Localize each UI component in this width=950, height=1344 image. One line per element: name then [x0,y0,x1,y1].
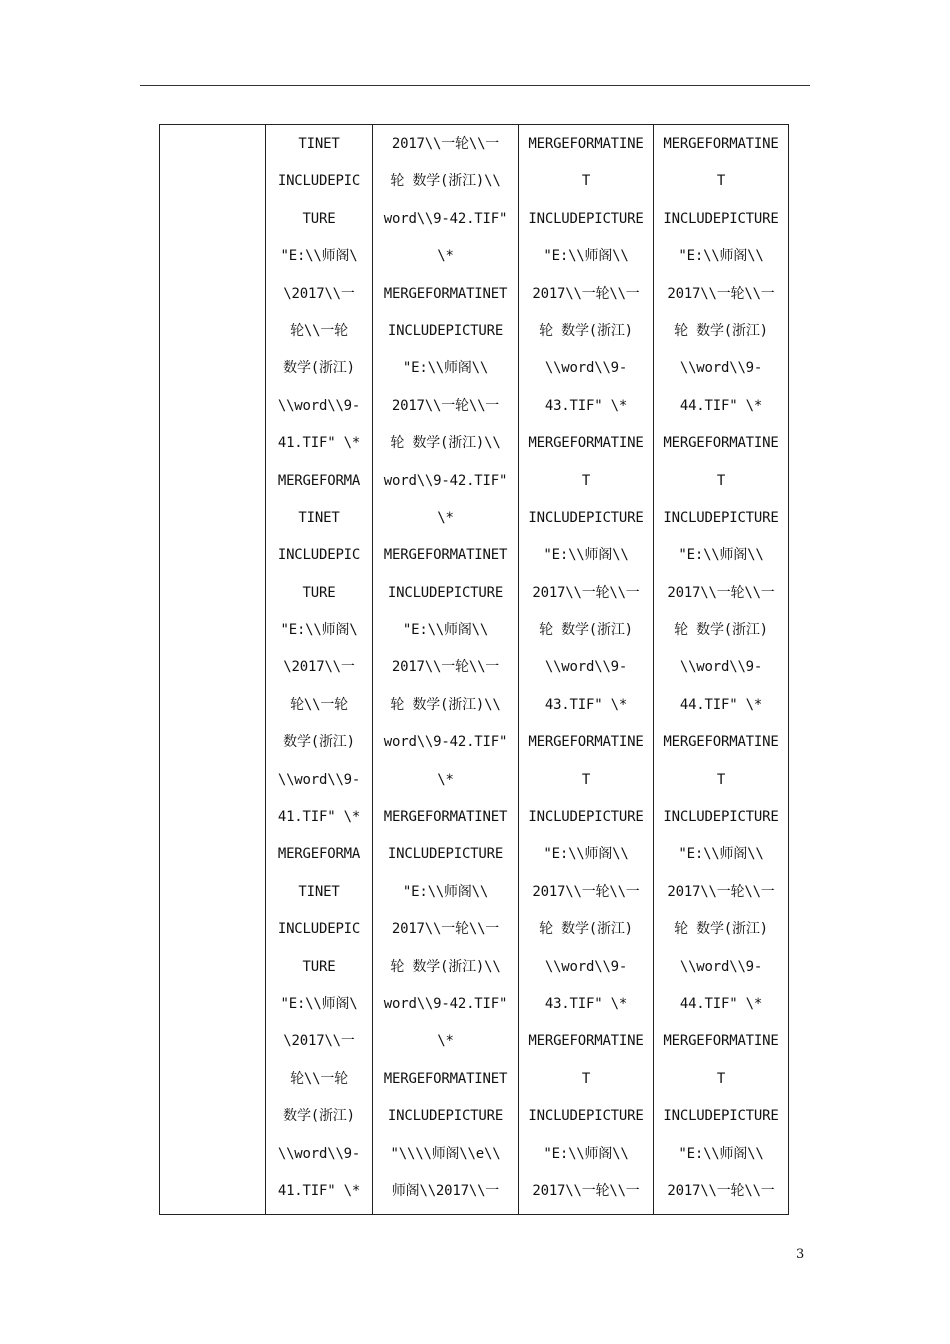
cell-text-line: INCLUDEPICTURE [663,210,779,227]
cell-text-line: MERGEFORMA [277,846,361,863]
cell-text-line: INCLUDEPICTURE [387,1108,504,1125]
cell-text-line: 数学(浙江) [283,360,355,377]
cell-text-line: T [716,1070,726,1087]
cell-text-line: MERGEFORMA [277,472,361,489]
cell-text-line: INCLUDEPICTURE [387,584,504,601]
cell-text-line: 44.TIF" \* [679,397,763,414]
cell-text-line: MERGEFORMATINET [383,1070,508,1087]
cell-text-line: "\\\\师阁\\e\\ [390,1145,501,1162]
cell-text-line: TURE [302,210,336,227]
cell-text-line: "E:\\师阁\\ [543,846,629,863]
cell-text-line: \\word\\9- [679,958,763,975]
cell-text-line: "E:\\师阁\\ [678,547,764,564]
cell-text-line: INCLUDEPICTURE [663,509,779,526]
cell-text-line: 44.TIF" \* [679,995,763,1012]
cell-text-line: 2017\\一轮\\一 [532,285,640,302]
cell-text-line: 2017\\一轮\\一 [391,397,500,414]
cell-lines-col-2 [266,125,372,1214]
cell-text-line: "E:\\师阁\\ [678,1145,764,1162]
cell-text-line: T [581,472,591,489]
cell-text-line: \\word\\9- [544,958,628,975]
cell-text-line: "E:\\师阁\ [280,995,358,1012]
cell-text-line: 2017\\一轮\\一 [667,883,775,900]
cell-text-line: word\\9-42.TIF" [383,472,508,489]
cell-text-line: word\\9-42.TIF" [383,734,508,751]
cell-text-line: MERGEFORMATINE [528,734,644,751]
cell-text-line: T [716,771,726,788]
cell-text-line: 2017\\一轮\\一 [532,584,640,601]
cell-text-line: 2017\\一轮\\一 [391,921,500,938]
cell-text-line: 轮 数学(浙江) [539,322,633,339]
table-cell-col-4 [519,125,654,1215]
cell-text-line: \\word\\9- [544,659,628,676]
cell-text-line: T [581,771,591,788]
cell-text-line: 轮\\一轮 [290,1070,348,1087]
cell-text-line: 轮 数学(浙江)\\ [390,696,501,713]
cell-text-line: "E:\\师阁\ [280,622,358,639]
cell-text-line: MERGEFORMATINE [663,734,779,751]
cell-text-line: "E:\\师阁\\ [543,1145,629,1162]
cell-text-line: INCLUDEPICTURE [663,1108,779,1125]
cell-text-line: 44.TIF" \* [679,696,763,713]
cell-text-line: TURE [302,584,336,601]
cell-text-line: "E:\\师阁\\ [543,547,629,564]
cell-lines-col-5 [654,125,788,1214]
cell-text-line: 轮 数学(浙江)\\ [390,435,501,452]
cell-text-line: TINET [298,509,340,526]
cell-text-line: \\word\\9- [679,360,763,377]
cell-text-line: \\word\\9- [277,771,361,788]
cell-text-line: "E:\\师阁\ [280,248,358,265]
cell-text-line: 轮 数学(浙江) [539,622,633,639]
cell-text-line: MERGEFORMATINE [528,1033,644,1050]
cell-text-line: "E:\\师阁\\ [402,360,489,377]
cell-text-line: INCLUDEPICTURE [528,809,644,826]
cell-text-line: word\\9-42.TIF" [383,210,508,227]
cell-text-line: 43.TIF" \* [544,696,628,713]
cell-text-line: 轮 数学(浙江) [674,322,768,339]
cell-text-line: INCLUDEPICTURE [528,509,644,526]
cell-text-line: 2017\\一轮\\一 [532,883,640,900]
cell-text-line: 43.TIF" \* [544,995,628,1012]
cell-text-line: INCLUDEPICTURE [528,210,644,227]
cell-text-line: T [716,472,726,489]
cell-text-line: 2017\\一轮\\一 [391,136,500,152]
cell-text-line: MERGEFORMATINET [383,547,508,564]
cell-text-line: MERGEFORMATINET [383,809,508,826]
cell-text-line: 轮 数学(浙江)\\ [390,958,501,975]
cell-text-line: INCLUDEPICTURE [387,322,504,339]
cell-lines-col-1 [160,125,265,130]
cell-text-line: 41.TIF" \* [277,809,361,826]
cell-text-line: INCLUDEPICTURE [528,1108,644,1125]
cell-text-line: MERGEFORMATINE [663,136,779,152]
cell-text-line: 43.TIF" \* [544,397,628,414]
table-cell-col-3 [373,125,519,1215]
cell-text-line: \\word\\9- [277,1145,361,1162]
cell-text-line: 数学(浙江) [283,734,355,751]
table-cell-col-2 [266,125,373,1215]
cell-text-line: 2017\\一轮\\一 [532,1182,640,1199]
cell-text-line: "E:\\师阁\\ [402,883,489,900]
cell-text-line: T [581,1070,591,1087]
cell-text-line: 数学(浙江) [283,1108,355,1125]
cell-text-line: 轮\\一轮 [290,696,348,713]
cell-text-line: \\word\\9- [679,659,763,676]
cell-text-line: 轮 数学(浙江) [539,921,633,938]
table-cell-col-1 [160,125,266,1215]
cell-text-line: \* [437,771,454,788]
header-rule [140,85,810,86]
cell-text-line: INCLUDEPIC [277,921,361,938]
table-row [160,125,789,1215]
cell-text-line: MERGEFORMATINE [663,435,779,452]
cell-text-line: 轮\\一轮 [290,322,348,339]
cell-text-line: INCLUDEPIC [277,547,361,564]
cell-text-line: \* [437,248,454,265]
cell-text-line: \\word\\9- [277,397,361,414]
cell-text-line: INCLUDEPICTURE [387,846,504,863]
cell-text-line: INCLUDEPICTURE [663,809,779,826]
cell-text-line: MERGEFORMATINET [383,285,508,302]
cell-text-line: 2017\\一轮\\一 [391,659,500,676]
cell-text-line: 轮 数学(浙江) [674,622,768,639]
cell-text-line: "E:\\师阁\\ [678,248,764,265]
cell-text-line: 2017\\一轮\\一 [667,584,775,601]
content-table [159,124,789,1215]
cell-text-line: T [581,173,591,190]
cell-text-line: \2017\\一 [283,285,355,302]
page-number: 3 [796,1247,805,1262]
cell-text-line: \2017\\一 [283,1033,355,1050]
cell-text-line: 轮 数学(浙江) [674,921,768,938]
cell-text-line: INCLUDEPIC [277,173,361,190]
cell-text-line: TINET [298,136,340,152]
cell-text-line: 41.TIF" \* [277,1182,361,1199]
table-cell-col-5 [654,125,789,1215]
cell-lines-col-4 [519,125,653,1214]
cell-text-line: TINET [298,883,340,900]
cell-text-line: 师阁\\2017\\一 [391,1182,500,1199]
cell-text-line: "E:\\师阁\\ [543,248,629,265]
cell-text-line: T [716,173,726,190]
cell-lines-col-3 [373,125,518,1214]
cell-text-line: MERGEFORMATINE [528,435,644,452]
cell-text-line: TURE [302,958,336,975]
cell-text-line: \\word\\9- [544,360,628,377]
cell-text-line: 2017\\一轮\\一 [667,285,775,302]
cell-text-line: 41.TIF" \* [277,435,361,452]
cell-text-line: \* [437,509,454,526]
cell-text-line: MERGEFORMATINE [663,1033,779,1050]
cell-text-line: "E:\\师阁\\ [678,846,764,863]
cell-text-line: word\\9-42.TIF" [383,995,508,1012]
cell-text-line: "E:\\师阁\\ [402,622,489,639]
cell-text-line: \* [437,1033,454,1050]
cell-text-line: MERGEFORMATINE [528,136,644,152]
cell-text-line: 2017\\一轮\\一 [667,1182,775,1199]
cell-text-line: \2017\\一 [283,659,355,676]
cell-text-line: 轮 数学(浙江)\\ [390,173,501,190]
